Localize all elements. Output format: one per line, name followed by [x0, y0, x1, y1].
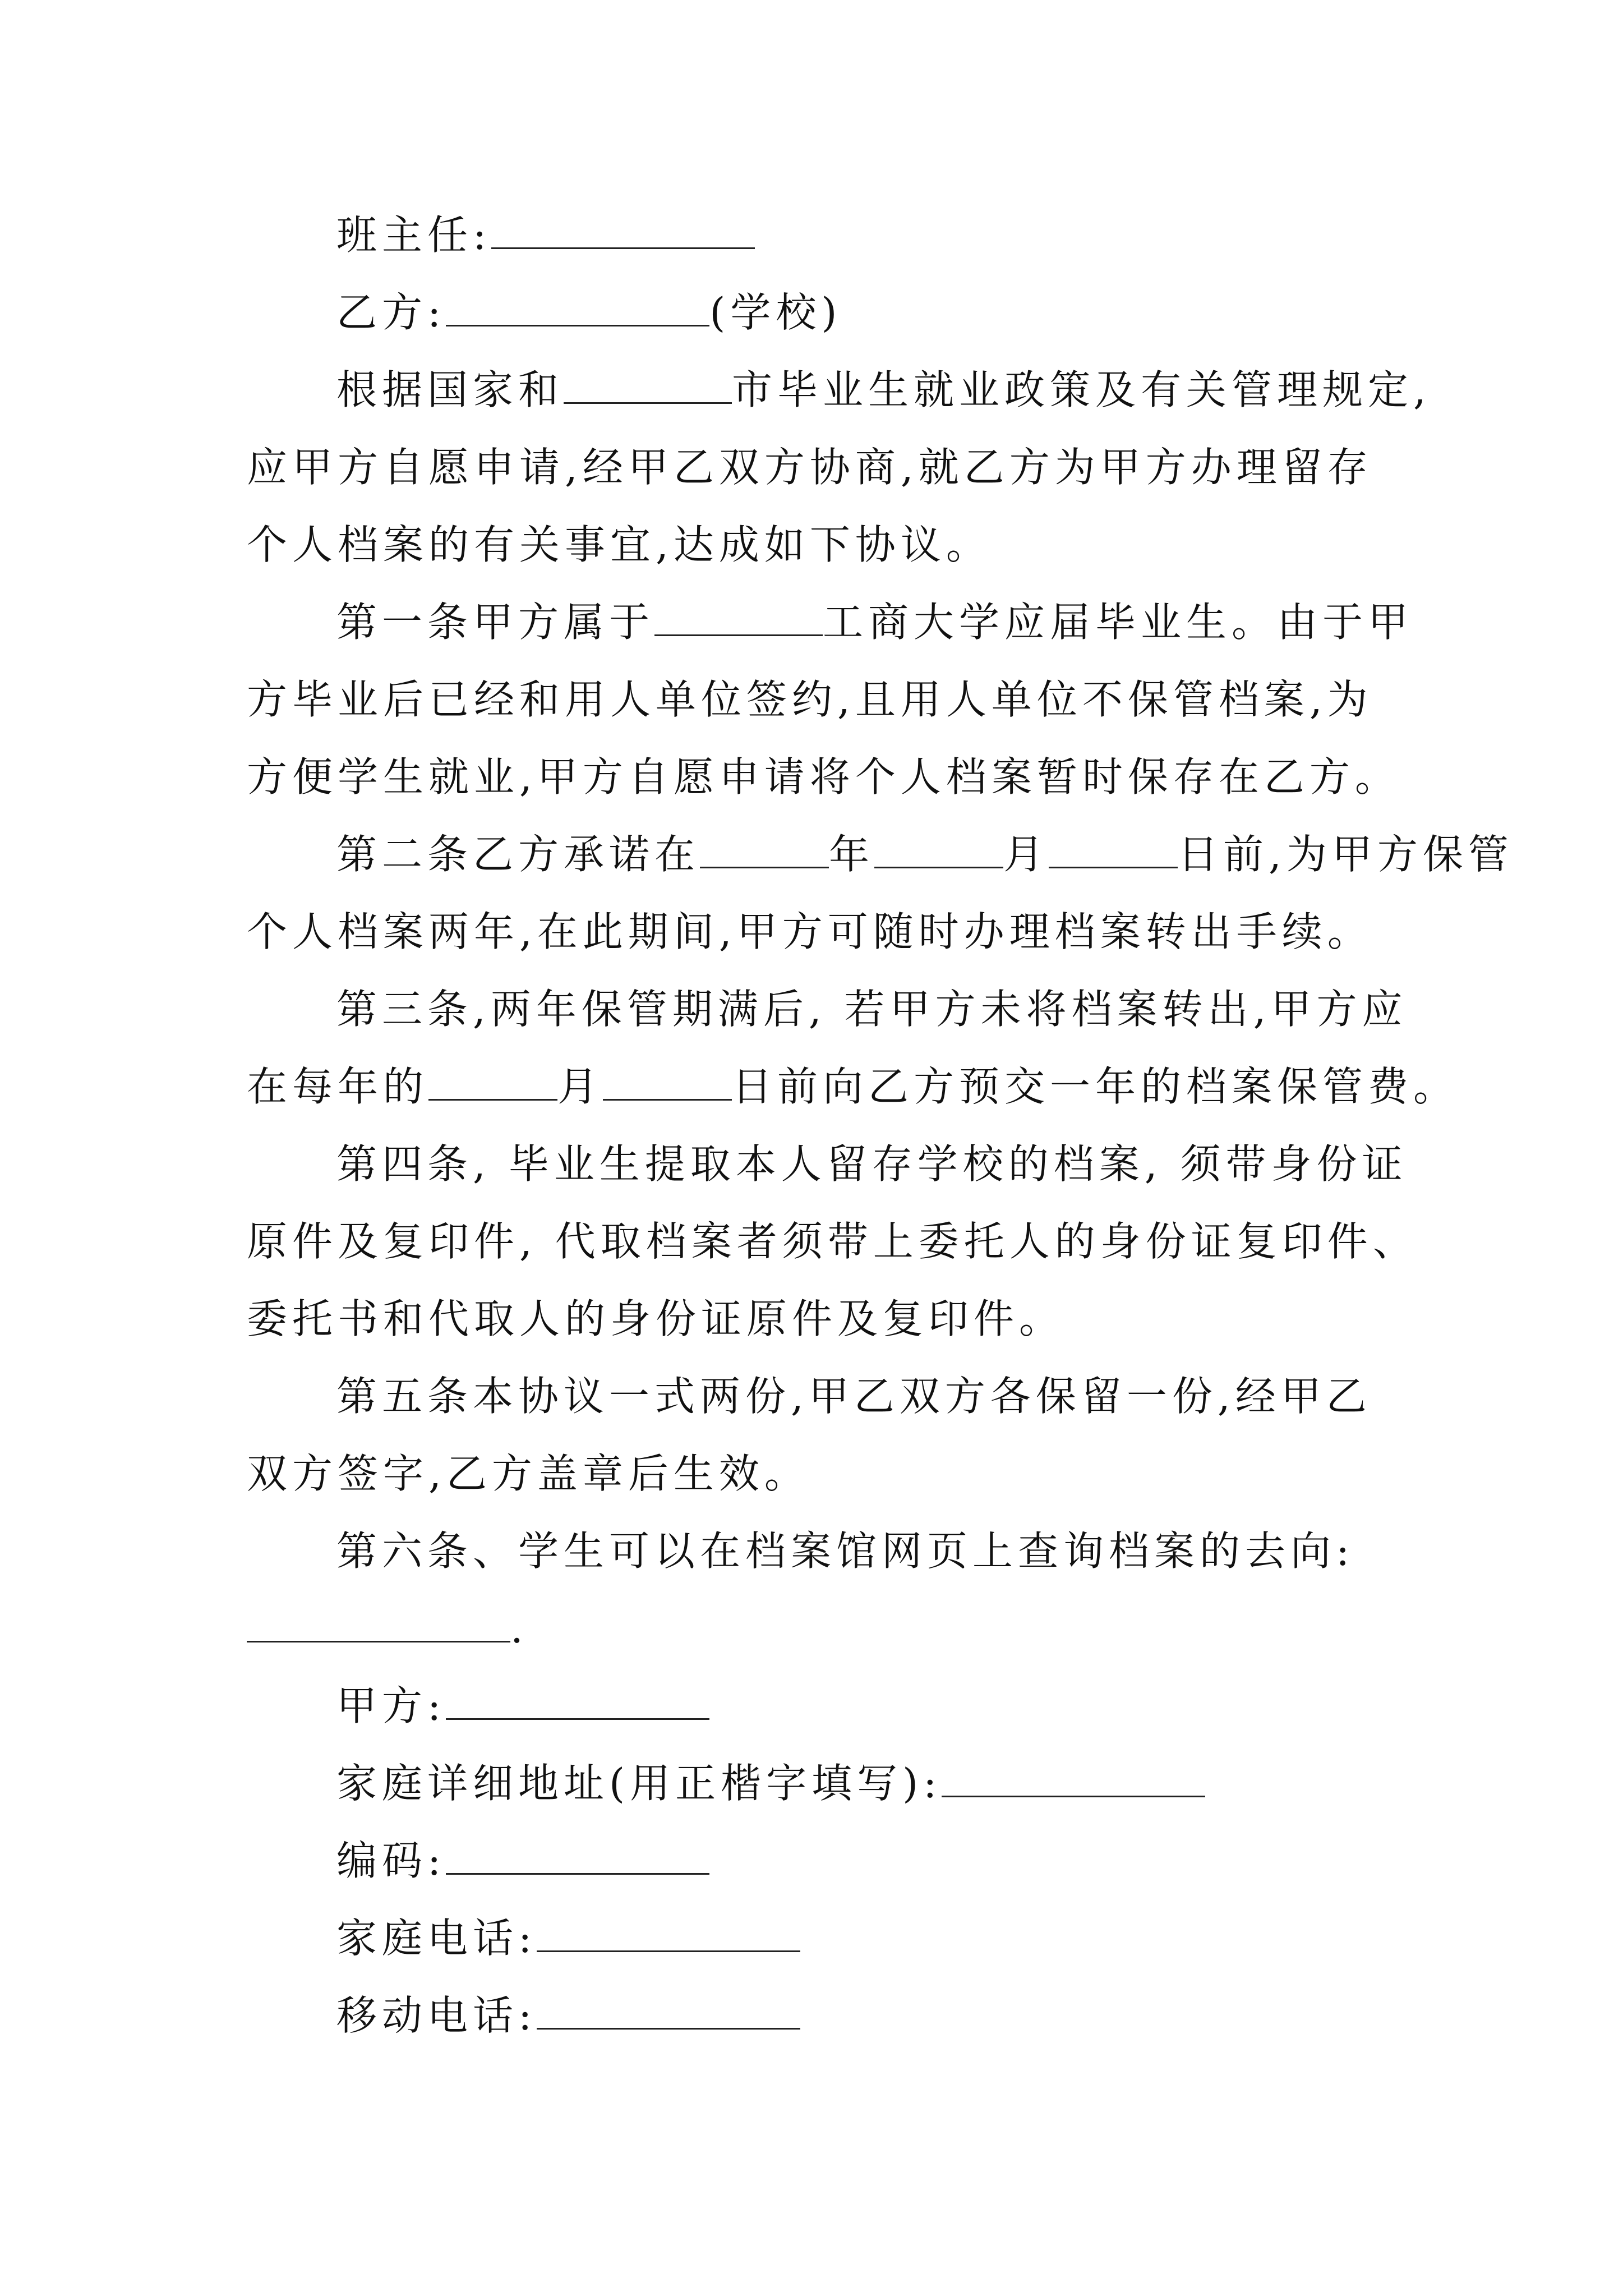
head-teacher-line [247, 196, 1413, 274]
article-3-line [247, 970, 1413, 1048]
paragraph-text: 委托书和代取人的身份证原件及复印件。 [247, 1295, 1065, 1342]
mobile-phone-label: 移动电话: [336, 1992, 537, 2039]
paragraph-line [247, 738, 1413, 816]
paragraph-text: 第四条, 毕业生提取本人留存学校的档案, 须带身份证 [336, 1140, 1408, 1188]
article-4-line [247, 1125, 1413, 1203]
paragraph-line [247, 893, 1413, 970]
day-blank[interactable] [603, 1064, 732, 1101]
postcode-line [247, 1822, 1413, 1899]
home-phone-blank[interactable] [537, 1916, 800, 1952]
year-label: 年 [829, 831, 875, 878]
paragraph-text: 个人档案的有关事宜,达成如下协议。 [247, 521, 992, 568]
month-label: 月 [1003, 831, 1049, 878]
paragraph-text: 双方签字,乙方盖章后生效。 [247, 1450, 810, 1497]
city-blank[interactable] [564, 367, 732, 404]
paragraph-text: 第五条本协议一式两份,甲乙双方各保留一份,经甲乙 [336, 1373, 1372, 1420]
paragraph-text: 第一条甲方属于 [336, 599, 655, 646]
paragraph-text: 个人档案两年,在此期间,甲方可随时办理档案转出手续。 [247, 908, 1373, 955]
paragraph-text: 日前向乙方预交一年的档案保管费。 [732, 1063, 1459, 1110]
month-blank[interactable] [428, 1064, 557, 1101]
paragraph-text: 根据国家和 [336, 366, 564, 413]
article-6-line [247, 1512, 1413, 1590]
home-address-line [247, 1745, 1413, 1822]
home-phone-label: 家庭电话: [336, 1915, 537, 1962]
month-blank[interactable] [874, 832, 1003, 868]
paragraph-text: 市毕业生就业政策及有关管理规定, [732, 366, 1431, 413]
paragraph-text: 第二条乙方承诺在 [336, 831, 700, 878]
head-teacher-label: 班主任: [336, 211, 492, 259]
paragraph-text: 日前,为甲方保管 [1178, 831, 1514, 878]
paragraph-line [247, 1203, 1418, 1280]
paragraph-text: 第六条、学生可以在档案馆网页上查询档案的去向: [336, 1527, 1355, 1575]
paragraph-text: 在每年的 [247, 1063, 429, 1110]
party-b-blank[interactable] [446, 290, 709, 326]
paragraph-line [247, 1048, 1459, 1125]
party-a-line [247, 1667, 1413, 1745]
party-b-line [247, 274, 1413, 351]
article-2-line [247, 816, 1514, 893]
article-1-line [247, 583, 1413, 661]
archive-url-blank[interactable] [247, 1606, 510, 1642]
mobile-phone-line [247, 1977, 1413, 2054]
party-a-label: 甲方: [336, 1682, 446, 1729]
period-mark: . [510, 1605, 528, 1652]
paragraph-text: 应甲方自愿申请,经甲乙双方协商,就乙方为甲方办理留存 [247, 444, 1373, 491]
paragraph-text: 工商大学应届毕业生。由于甲 [823, 599, 1414, 646]
head-teacher-blank[interactable] [491, 213, 755, 249]
article-5-line [247, 1358, 1413, 1435]
party-a-blank[interactable] [446, 1683, 709, 1720]
paragraph-line [247, 429, 1413, 506]
month-label: 月 [557, 1063, 603, 1110]
paragraph-text: 第三条,两年保管期满后, 若甲方未将档案转出,甲方应 [336, 986, 1408, 1033]
party-b-label: 乙方: [336, 289, 446, 336]
home-address-label: 家庭详细地址(用正楷字填写): [336, 1760, 942, 1807]
university-blank[interactable] [654, 600, 823, 636]
archive-url-line [247, 1590, 1413, 1667]
mobile-phone-blank[interactable] [537, 1993, 800, 2030]
paragraph-text: 方便学生就业,甲方自愿申请将个人档案暂时保存在乙方。 [247, 753, 1400, 800]
paragraph-text: 方毕业后已经和用人单位签约,且用人单位不保管档案,为 [247, 676, 1373, 723]
day-blank[interactable] [1049, 832, 1178, 868]
paragraph-line [247, 351, 1431, 429]
agreement-document [247, 196, 1514, 2054]
home-address-blank[interactable] [942, 1761, 1205, 1797]
party-b-suffix: (学校) [709, 289, 842, 336]
postcode-blank[interactable] [446, 1838, 709, 1875]
paragraph-text: 原件及复印件, 代取档案者须带上委托人的身份证复印件、 [247, 1218, 1418, 1265]
home-phone-line [247, 1899, 1413, 1977]
year-blank[interactable] [700, 832, 829, 868]
paragraph-line [247, 1435, 1413, 1512]
postcode-label: 编码: [336, 1837, 446, 1884]
paragraph-line [247, 661, 1413, 738]
paragraph-line [247, 506, 1413, 583]
paragraph-line [247, 1280, 1413, 1358]
